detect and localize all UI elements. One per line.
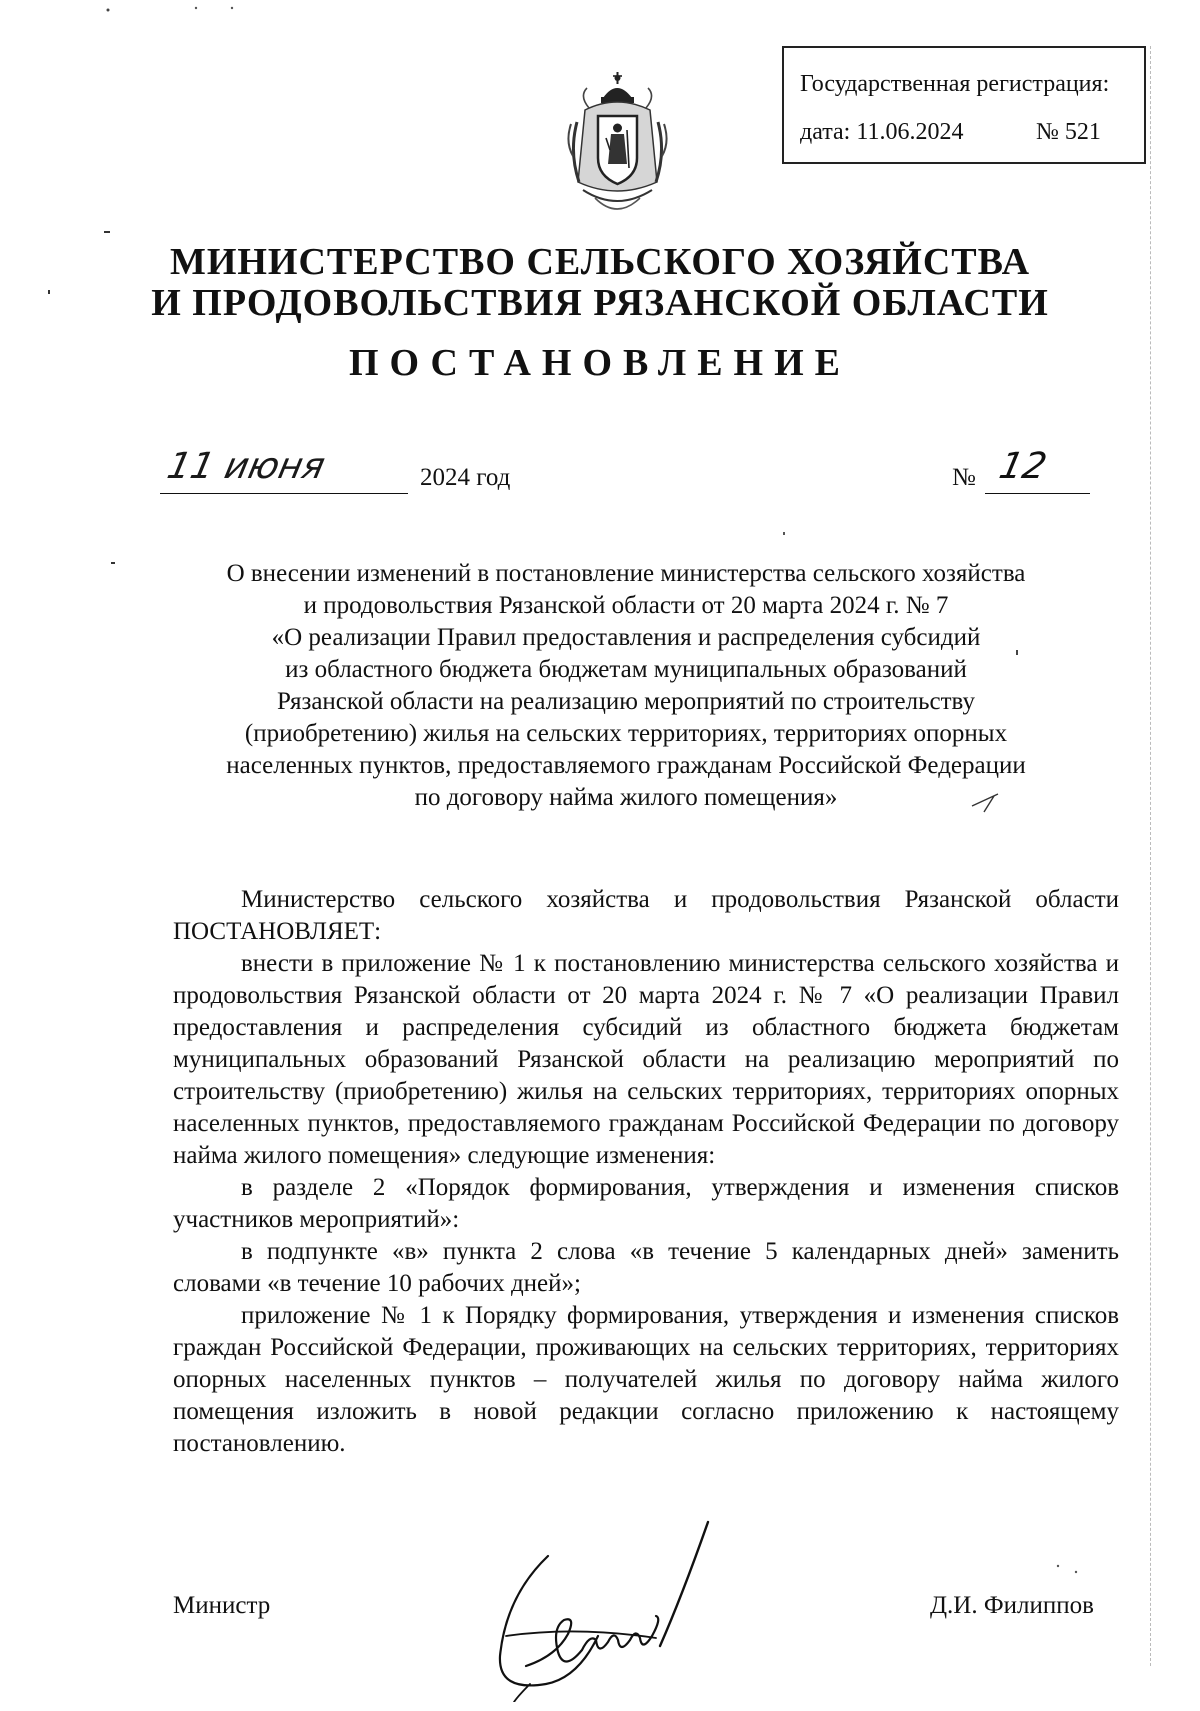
subject-line: населенных пунктов, предоставляемого гражданам Российской Федерации — [226, 752, 1026, 779]
subject-line: Рязанской области на реализацию мероприятий по строительству — [277, 688, 975, 715]
body-paragraph: внести в приложение № 1 к постановлению министерства сельского хозяйства и продовольствия Рязанской области от 20 марта 2024 г. № 7 «О реализации Правил предоставления и распределения субсидий из областного бюджета бюджетам муниципальных образований Рязанской области на реализацию мероприятий по строительству (приобретению) жилья на сельских территориях, территориях опорных населенных пунктов, предоставляемого гражданам Российской Федерации по договору найма жилого помещения» следующие изменения: — [173, 950, 1119, 1169]
number-sign: № — [952, 464, 976, 491]
body-paragraph: в подпункте «в» пункта 2 слова «в течение 5 календарных дней» заменить словами «в течение 10 рабочих дней»; — [173, 1238, 1119, 1297]
ministry-name-line-1: МИНИСТЕРСТВО СЕЛЬСКОГО ХОЗЯЙСТВА — [169, 241, 1031, 283]
subject-line: (приобретению) жилья на сельских территориях, территориях опорных — [244, 720, 1008, 747]
signatory-name: Д.И. Филиппов — [930, 1592, 1094, 1619]
subject-line: из областного бюджета бюджетам муниципальных образований — [285, 656, 967, 683]
signatory-title: Министр — [173, 1592, 271, 1619]
registration-stamp — [782, 46, 1146, 164]
ministry-name-line-2: И ПРОДОВОЛЬСТВИЯ РЯЗАНСКОЙ ОБЛАСТИ — [151, 282, 1049, 324]
handwritten-signature-icon — [486, 1516, 726, 1702]
document-body — [173, 884, 1119, 1460]
document-type-title: ПОСТАНОВЛЕНИЕ — [348, 342, 852, 384]
registration-date: дата: 11.06.2024 — [800, 119, 964, 145]
body-paragraph: Министерство сельского хозяйства и продовольствия Рязанской области ПОСТАНОВЛЯЕТ: — [173, 886, 1119, 945]
subject-line: О внесении изменений в постановление министерства сельского хозяйства — [226, 560, 1026, 587]
ryazan-coat-of-arms-icon — [565, 72, 670, 220]
registration-number: № 521 — [1036, 119, 1101, 145]
handwritten-date: 11 июня — [163, 446, 329, 487]
body-paragraph: приложение № 1 к Порядку формирования, утверждения и изменения списков граждан Российской Федерации, проживающих на сельских территориях, территориях опорных населенных пунктов – получателей жилья по договору найма жилого помещения изложить в новой редакции согласно приложению к настоящему постановлению. — [173, 1302, 1119, 1457]
number-underline — [985, 493, 1090, 494]
document-year: 2024 год — [420, 464, 511, 491]
date-underline — [160, 493, 408, 494]
subject-line: «О реализации Правил предоставления и распределения субсидий — [271, 624, 981, 651]
subject-line: и продовольствия Рязанской области от 20 марта 2024 г. № 7 — [303, 592, 949, 619]
body-paragraph: в разделе 2 «Порядок формирования, утверждения и изменения списков участников мероприятий»: — [173, 1174, 1119, 1233]
document-subject — [160, 558, 1092, 814]
registration-title: Государственная регистрация: — [800, 71, 1110, 97]
handwritten-number: 12 — [995, 446, 1051, 487]
subject-line: по договору найма жилого помещения» — [414, 784, 838, 811]
